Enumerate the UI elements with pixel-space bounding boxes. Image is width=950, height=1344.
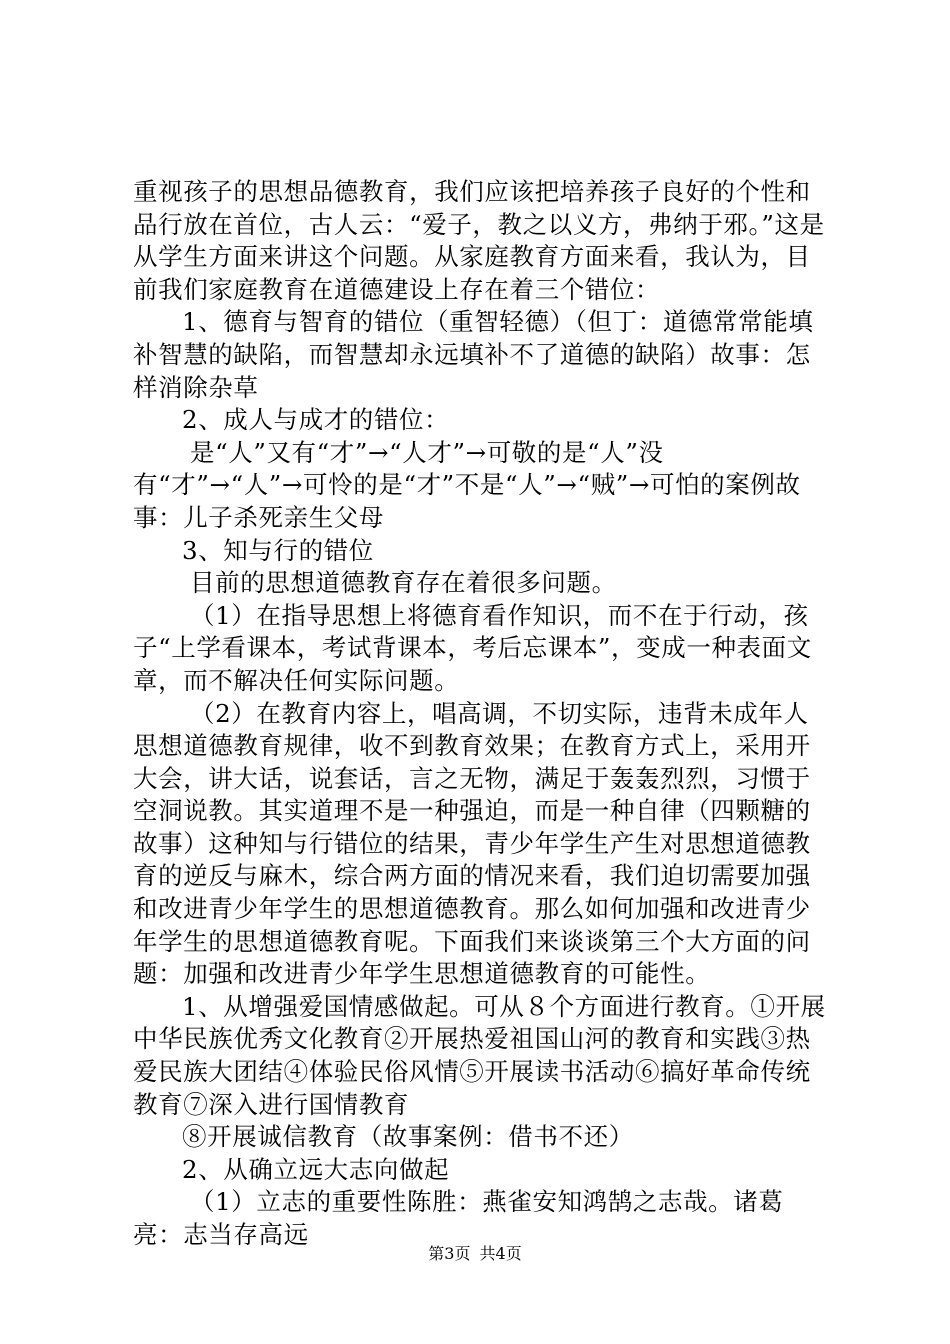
paragraph-misplacement-3: 3、知与行的错位 — [182, 535, 374, 565]
paragraph-aspiration: 2、从确立远大志向做起 — [182, 1154, 450, 1184]
paragraph-misplacement-1: 1、德育与智育的错位（重智轻德）（但丁：道德常常能填补智慧的缺陷，而智慧却永远填补不了道德的缺陷）故事：怎样消除杂草 — [133, 307, 814, 402]
paragraph-current-problems: 目前的思想道德教育存在着很多问题。 — [190, 568, 617, 598]
paragraph-person-talent: 是“人”又有“才”→“人才”→可敬的是“人”没有“才”→“人”→可怜的是“才”不是“人”→“贼”→可怕的案例故事：儿子杀死亲生父母 — [133, 437, 801, 532]
paragraph-intro: 重视孩子的思想品德教育，我们应该把培养孩子良好的个性和品行放在首位，古人云：“爱子，教之以义方，弗纳于邪。”这是从学生方面来讲这个问题。从家庭教育方面来看，我认为，目前我们家庭教育在道德建设上存在着三个错位： — [133, 177, 825, 304]
paragraph-integrity: ⑧开展诚信教育（故事案例：借书不还） — [182, 1122, 634, 1152]
paragraph-patriotism: 1、从增强爱国情感做起。可从８个方面进行教育。①开展中华民族优秀文化教育②开展热爱祖国山河的教育和实践③热爱民族大团结④体验民俗风情⑤开展读书活动⑥搞好革命传统教育⑦深入进行国情教育 — [133, 991, 826, 1119]
paragraph-problem-1: （1）在指导思想上将德育看作知识，而不在于行动，孩子“上学看课本，考试背课本，考后忘课本”，变成一种表面文章，而不解决任何实际问题。 — [133, 600, 812, 695]
page-total: 共4页 — [479, 1244, 522, 1263]
paragraph-misplacement-2: 2、成人与成才的错位： — [182, 405, 450, 435]
paragraph-problem-2: （2）在教育内容上，唱高调，不切实际，违背未成年人思想道德教育规律，收不到教育效果；在教育方式上，采用开大会，讲大话，说套话，言之无物，满足于轰轰烈烈，习惯于空洞说教。其实道理不是一种强迫，而是一种自律（四颗糖的故事）这种知与行错位的结果，青少年学生产生对思想道德教育的逆反与麻木，综合两方面的情况来看，我们迫切需要加强和改进青少年学生的思想道德教育。那么如何加强和改进青少年学生的思想道德教育呢。下面我们来谈谈第三个大方面的问题：加强和改进青少年学生思想道德教育的可能性。 — [133, 698, 811, 989]
page-footer — [0, 1243, 950, 1265]
page-number: 第3页 — [428, 1244, 471, 1263]
paragraph-aspiration-importance: （1）立志的重要性陈胜：燕雀安知鸿鹄之志哉。诸葛亮：志当存高远 — [133, 1187, 784, 1249]
document-body — [133, 176, 833, 1252]
